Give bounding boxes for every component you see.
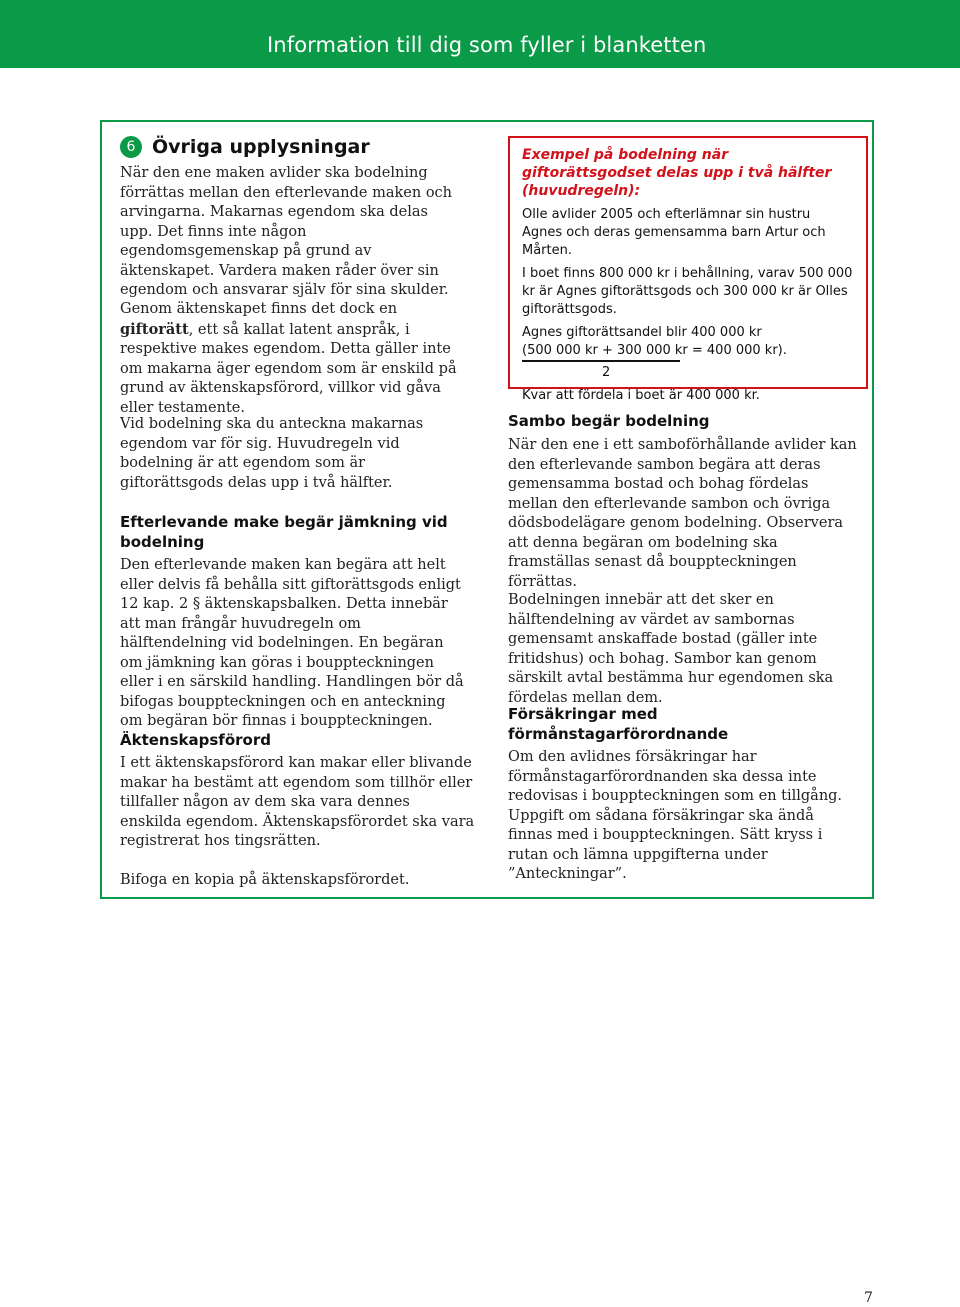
section-number-badge: 6 [120,136,142,158]
giftoratt-text-before: Genom äktenskapet finns det dock en [120,301,398,317]
example-remaining: Kvar att fördela i boet är 400 000 kr. [522,388,760,403]
example-share-line: Agnes giftorättsandel blir 400 000 kr [522,325,762,340]
giftoratt-term: giftorätt [120,320,189,338]
giftoratt-text-after: , ett så kallat latent anspråk, i respektive makes egendom. Detta gäller inte om makarna äger egendom som är enskild på grund av äktenskapsförord, villkor vid gåva eller testamente. [120,321,457,416]
example-calculation: (500 000 kr + 300 000 kr = 400 000 kr). [522,343,787,358]
forsakringar-heading: Försäkringar med förmånstagarförordnande [508,705,729,743]
giftoratt-paragraph [120,300,465,418]
fraction-denominator: 2 [602,365,611,380]
example-box [508,136,868,403]
section-title: Övriga upplysningar [152,136,370,158]
page-number: 7 [864,1290,873,1306]
bifoga-paragraph: Bifoga en kopia på äktenskapsförordet. [120,872,410,888]
example-paragraph-1: Olle avlider 2005 och efterlämnar sin hustru Agnes och deras gemensamma barn Artur och Mårten. [522,207,826,258]
intro-paragraph: När den ene maken avlider ska bodelning förrättas mellan den efterlevande maken och arvingarna. Makarnas egendom ska delas upp. Det finns inte någon egendomsgemenskap på grund av äktenskapet. Vardera maken råder över sin egendom och ansvarar själv för sina skulder. [120,165,453,298]
header-banner [0,0,960,68]
jamkning-paragraph: Den efterlevande maken kan begära att helt eller delvis få behålla sitt giftorättsgods enligt 12 kap. 2 § äktenskapsbalken. Detta innebär att man frångår huvudregeln om hälftendelning vid bodelningen. En begäran om jämkning kan göras i bouppteckningen eller i en särskild handling. Handlingen bör då bifogas bouppteckningen och en anteckning om begäran bör finnas i bouppteckningen. [120,557,464,729]
page-title: Information till dig som fyller i blanketten [267,33,707,57]
sambo-heading: Sambo begär bodelning [508,412,710,430]
sambo-paragraph: När den ene i ett samboförhållande avlider kan den efterlevande sambon begära att deras gemensamma bostad och bohag fördelas mellan den efterlevande sambon och övriga dödsbodelägare genom bodelning. Observera att denna begäran om bodelning ska framställas senast då bouppteckningen förrättas. [508,437,857,590]
forsakringar-paragraph: Om den avlidnes försäkringar har förmånstagarförordnanden ska dessa inte redovisas i bouppteckningen som en tillgång. Uppgift om sådana försäkringar ska ändå finnas med i bouppteckningen. Sätt kryss i rutan och lämna uppgifterna under ”Anteckningar”. [508,749,843,882]
section-heading [120,134,370,160]
sambo-paragraph-2: Bodelningen innebär att det sker en hälftendelning av värdet av sambornas gemensamt anskaffade bostad (gäller inte fritidshus) och bohag. Sambor kan genom särskilt avtal bestämma hur egendomen ska fördelas mellan dem. [508,592,834,706]
aktenskapsforord-paragraph: I ett äktenskapsförord kan makar eller blivande makar ha bestämt att egendom som tillhör eller tillfaller någon av dem ska vara dennes enskilda egendom. Äktenskapsförordet ska vara registrerat hos tingsrätten. [120,755,475,849]
example-title: Exempel på bodelning när giftorättsgodset delas upp i två hälfter (huvudregeln): [522,147,832,199]
fraction-bar [522,360,680,362]
example-paragraph-2: I boet finns 800 000 kr i behållning, varav 500 000 kr är Agnes giftorättsgods och 300 000 kr är Olles giftorättsgods. [522,266,853,317]
jamkning-heading: Efterlevande make begär jämkning vid bodelning [120,513,448,551]
aktenskapsforord-heading: Äktenskapsförord [120,731,271,749]
bodelning-paragraph: Vid bodelning ska du anteckna makarnas egendom var för sig. Huvudregeln vid bodelning är att egendom som är giftorättsgods delas upp i två hälfter. [120,416,424,491]
